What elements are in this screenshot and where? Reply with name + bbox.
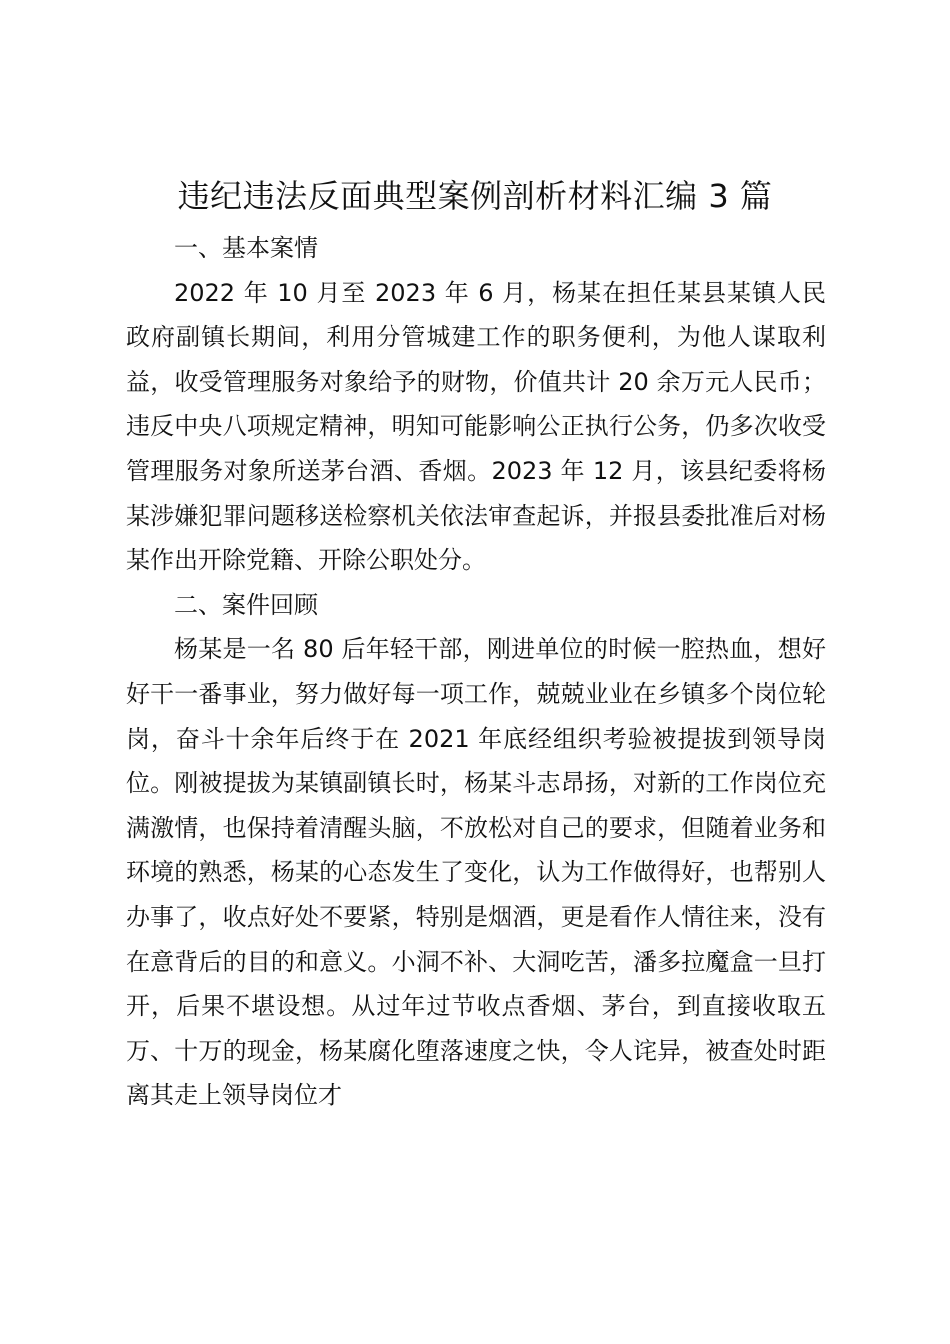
paragraph-case-review: 杨某是一名 80 后年轻干部，刚进单位的时候一腔热血，想好好干一番事业，努力做好每一项工作，兢兢业业在乡镇多个岗位轮岗，奋斗十余年后终于在 2021 年底经组织考验被提拔到领导岗位。刚被提拔为某镇副镇长时，杨某斗志昂扬，对新的工作岗位充满激情，也保持着清醒头脑，不放松对自己的要求，但随着业务和环境的熟悉，杨某的心态发生了变化，认为工作做得好，也帮别人办事了，收点好处不要紧，特别是烟酒，更是看作人情往来，没有在意背后的目的和意义。小洞不补、大洞吃苦，潘多拉魔盒一旦打开，后果不堪设想。从过年过节收点香烟、茅台，到直接收取五万、十万的现金，杨某腐化堕落速度之快，令人诧异，被查处时距离其走上领导岗位才 xyxy=(126,635,826,1110)
section-heading-case-review: 二、案件回顾 xyxy=(174,590,318,619)
document-body xyxy=(126,226,826,1118)
paragraph-basic-facts: 2022 年 10 月至 2023 年 6 月，杨某在担任某县某镇人民政府副镇长期间，利用分管城建工作的职务便利，为他人谋取利益，收受管理服务对象给予的财物，价值共计 20 余万元人民币；违反中央八项规定精神，明知可能影响公正执行公务，仍多次收受管理服务对象所送茅台酒、香烟。2023 年 12 月，该县纪委将杨某涉嫌犯罪问题移送检察机关依法审查起诉，并报县委批准后对杨某作出开除党籍、开除公职处分。 xyxy=(126,278,826,575)
document-title: 违纪违法反面典型案例剖析材料汇编 3 篇 xyxy=(177,177,773,215)
section-heading-basic-facts: 一、基本案情 xyxy=(174,234,318,262)
